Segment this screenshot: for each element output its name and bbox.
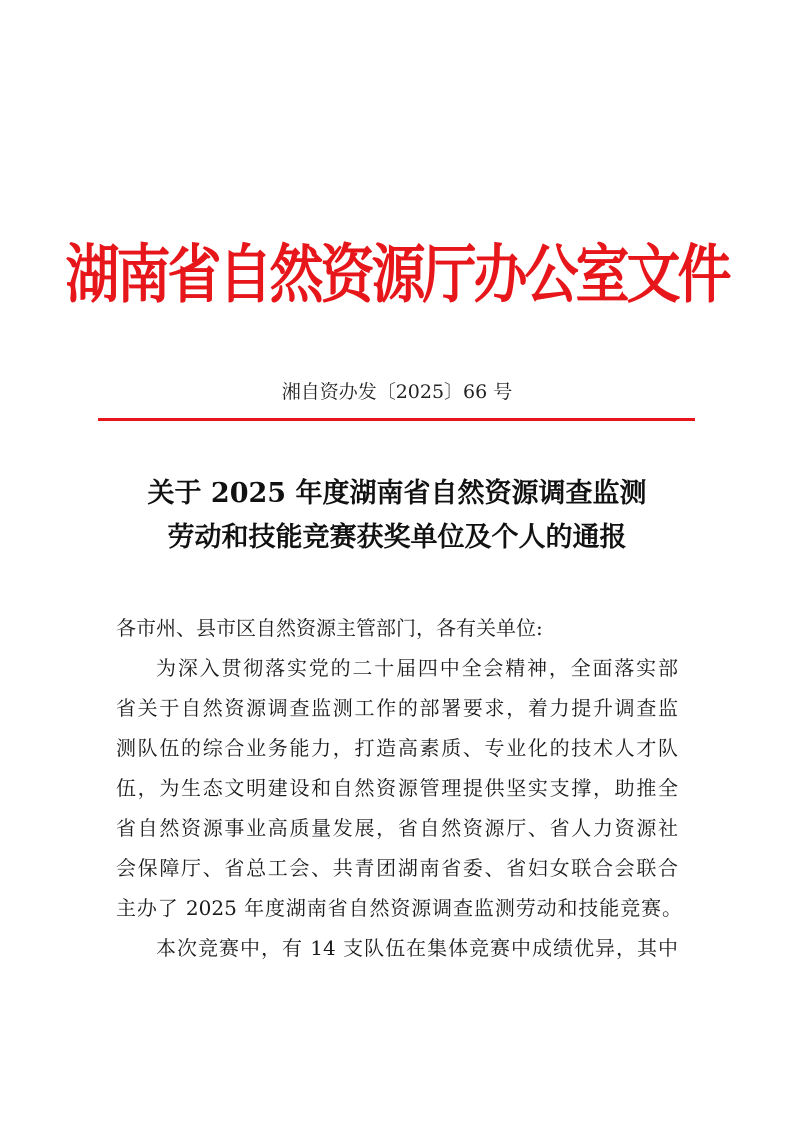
paragraph-1-line-7: 主办了 2025 年度湖南省自然资源调查监测劳动和技能竞赛。 [116, 896, 682, 920]
paragraph-2-line-1: 本次竞赛中，有 14 支队伍在集体竞赛中成绩优异，其中 [156, 936, 678, 960]
document-number: 湘自资办发〔2025〕66 号 [281, 381, 513, 403]
paragraph-1-line-2: 省关于自然资源调查监测工作的部署要求，着力提升调查监 [116, 696, 678, 720]
paragraph-1-line-4: 伍，为生态文明建设和自然资源管理提供坚实支撑，助推全 [116, 776, 678, 800]
paragraph-1-line-5: 省自然资源事业高质量发展，省自然资源厅、省人力资源社 [116, 816, 678, 840]
paragraph-1-line-1: 为深入贯彻落实党的二十届四中全会精神，全面落实部 [156, 656, 678, 680]
paragraph-1-line-3: 测队伍的综合业务能力，打造高素质、专业化的技术人才队 [116, 736, 678, 760]
paragraph-1-line-6: 会保障厅、省总工会、共青团湖南省委、省妇女联合会联合 [116, 856, 678, 880]
red-divider [98, 418, 695, 421]
salutation: 各市州、县市区自然资源主管部门，各有关单位: [116, 616, 543, 640]
masthead-title: 湖南省自然资源厅办公室文件 [65, 237, 729, 312]
title-line-1: 关于 2025 年度湖南省自然资源调查监测 [147, 478, 647, 509]
title-line-2: 劳动和技能竞赛获奖单位及个人的通报 [167, 522, 627, 553]
